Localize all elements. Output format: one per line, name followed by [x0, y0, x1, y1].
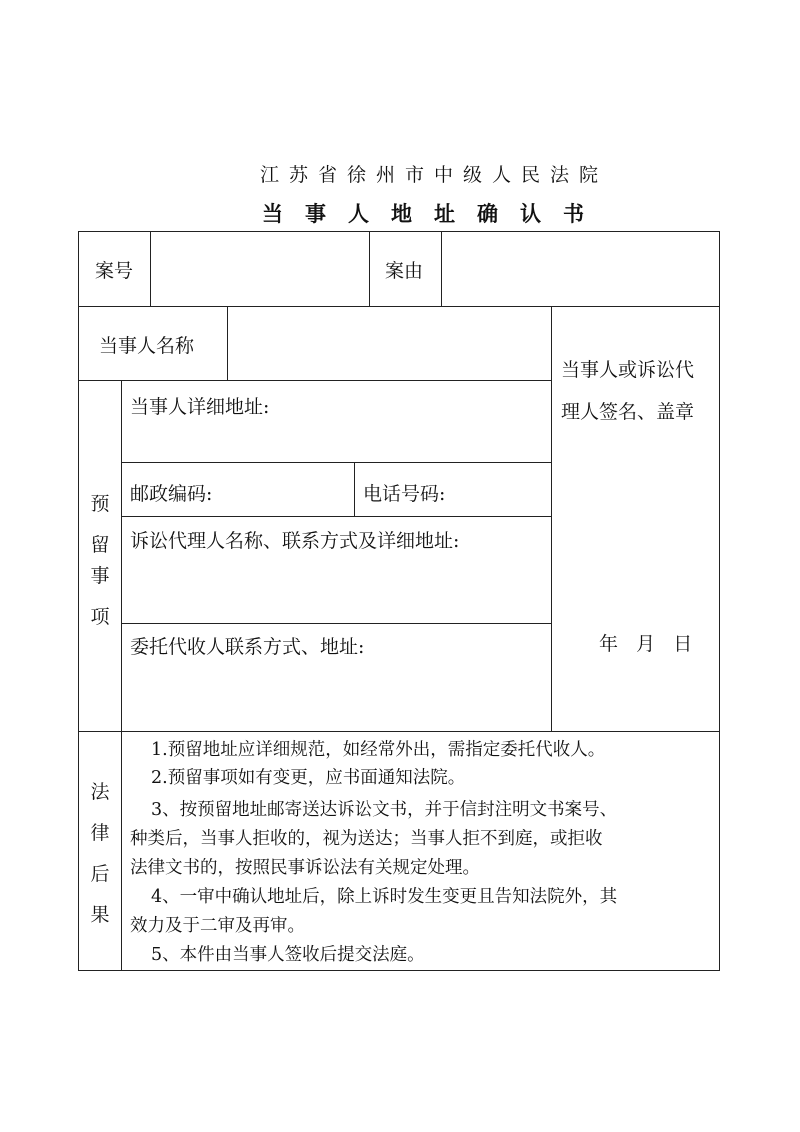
proxy-contact-label: 委托代收人联系方式、地址: [130, 636, 365, 658]
legal-note-line: 1.预留地址应详细规范，如经常外出，需指定委托代收人。 [151, 740, 606, 760]
party-name-field[interactable] [229, 308, 550, 379]
agent-info-label: 诉讼代理人名称、联系方式及详细地址: [130, 530, 460, 552]
legal-note-line: 4、一审中确认地址后，除上诉时发生变更且告知法院外，其 [151, 887, 618, 907]
party-name-label: 当事人名称 [99, 335, 195, 357]
signature-date: 年 月 日 [599, 633, 693, 655]
table-border [78, 731, 720, 732]
case-number-field[interactable] [152, 233, 368, 305]
table-border [78, 970, 720, 971]
legal-note-line: 种类后，当事人拒收的，视为送达；当事人拒不到庭，或拒收 [130, 829, 603, 849]
postcode-field[interactable] [220, 464, 352, 514]
case-cause-field[interactable] [443, 233, 718, 305]
proxy-contact-field[interactable] [123, 662, 550, 729]
table-border [719, 231, 720, 971]
legal-note-line: 2.预留事项如有变更，应书面通知法院。 [151, 768, 466, 788]
postcode-label: 邮政编码: [130, 483, 213, 505]
agent-info-field[interactable] [123, 555, 550, 621]
table-border [354, 462, 355, 516]
table-border [121, 623, 552, 624]
party-address-field[interactable] [123, 420, 550, 460]
case-number-label: 案号 [95, 260, 134, 282]
legal-note-line: 效力及于二审及再审。 [130, 916, 305, 936]
table-border [78, 380, 552, 381]
phone-label: 电话号码: [363, 483, 446, 505]
phone-field[interactable] [456, 464, 550, 514]
court-name: 江苏省徐州市中级人民法院 [259, 164, 608, 186]
case-cause-label: 案由 [385, 260, 424, 282]
document-title: 当事人地址确认书 [262, 202, 606, 226]
legal-note-line: 法律文书的，按照民事诉讼法有关规定处理。 [130, 858, 480, 878]
signature-label: 理人签名、盖章 [561, 401, 695, 423]
party-address-label: 当事人详细地址: [130, 396, 270, 418]
signature-area[interactable] [553, 430, 718, 620]
signature-label: 当事人或诉讼代 [561, 359, 695, 381]
legal-note-line: 3、按预留地址邮寄送达诉讼文书，并于信封注明文书案号、 [151, 800, 618, 820]
table-border [369, 231, 370, 306]
table-border [121, 516, 552, 517]
legal-note-line: 5、本件由当事人签收后提交法庭。 [151, 945, 425, 965]
